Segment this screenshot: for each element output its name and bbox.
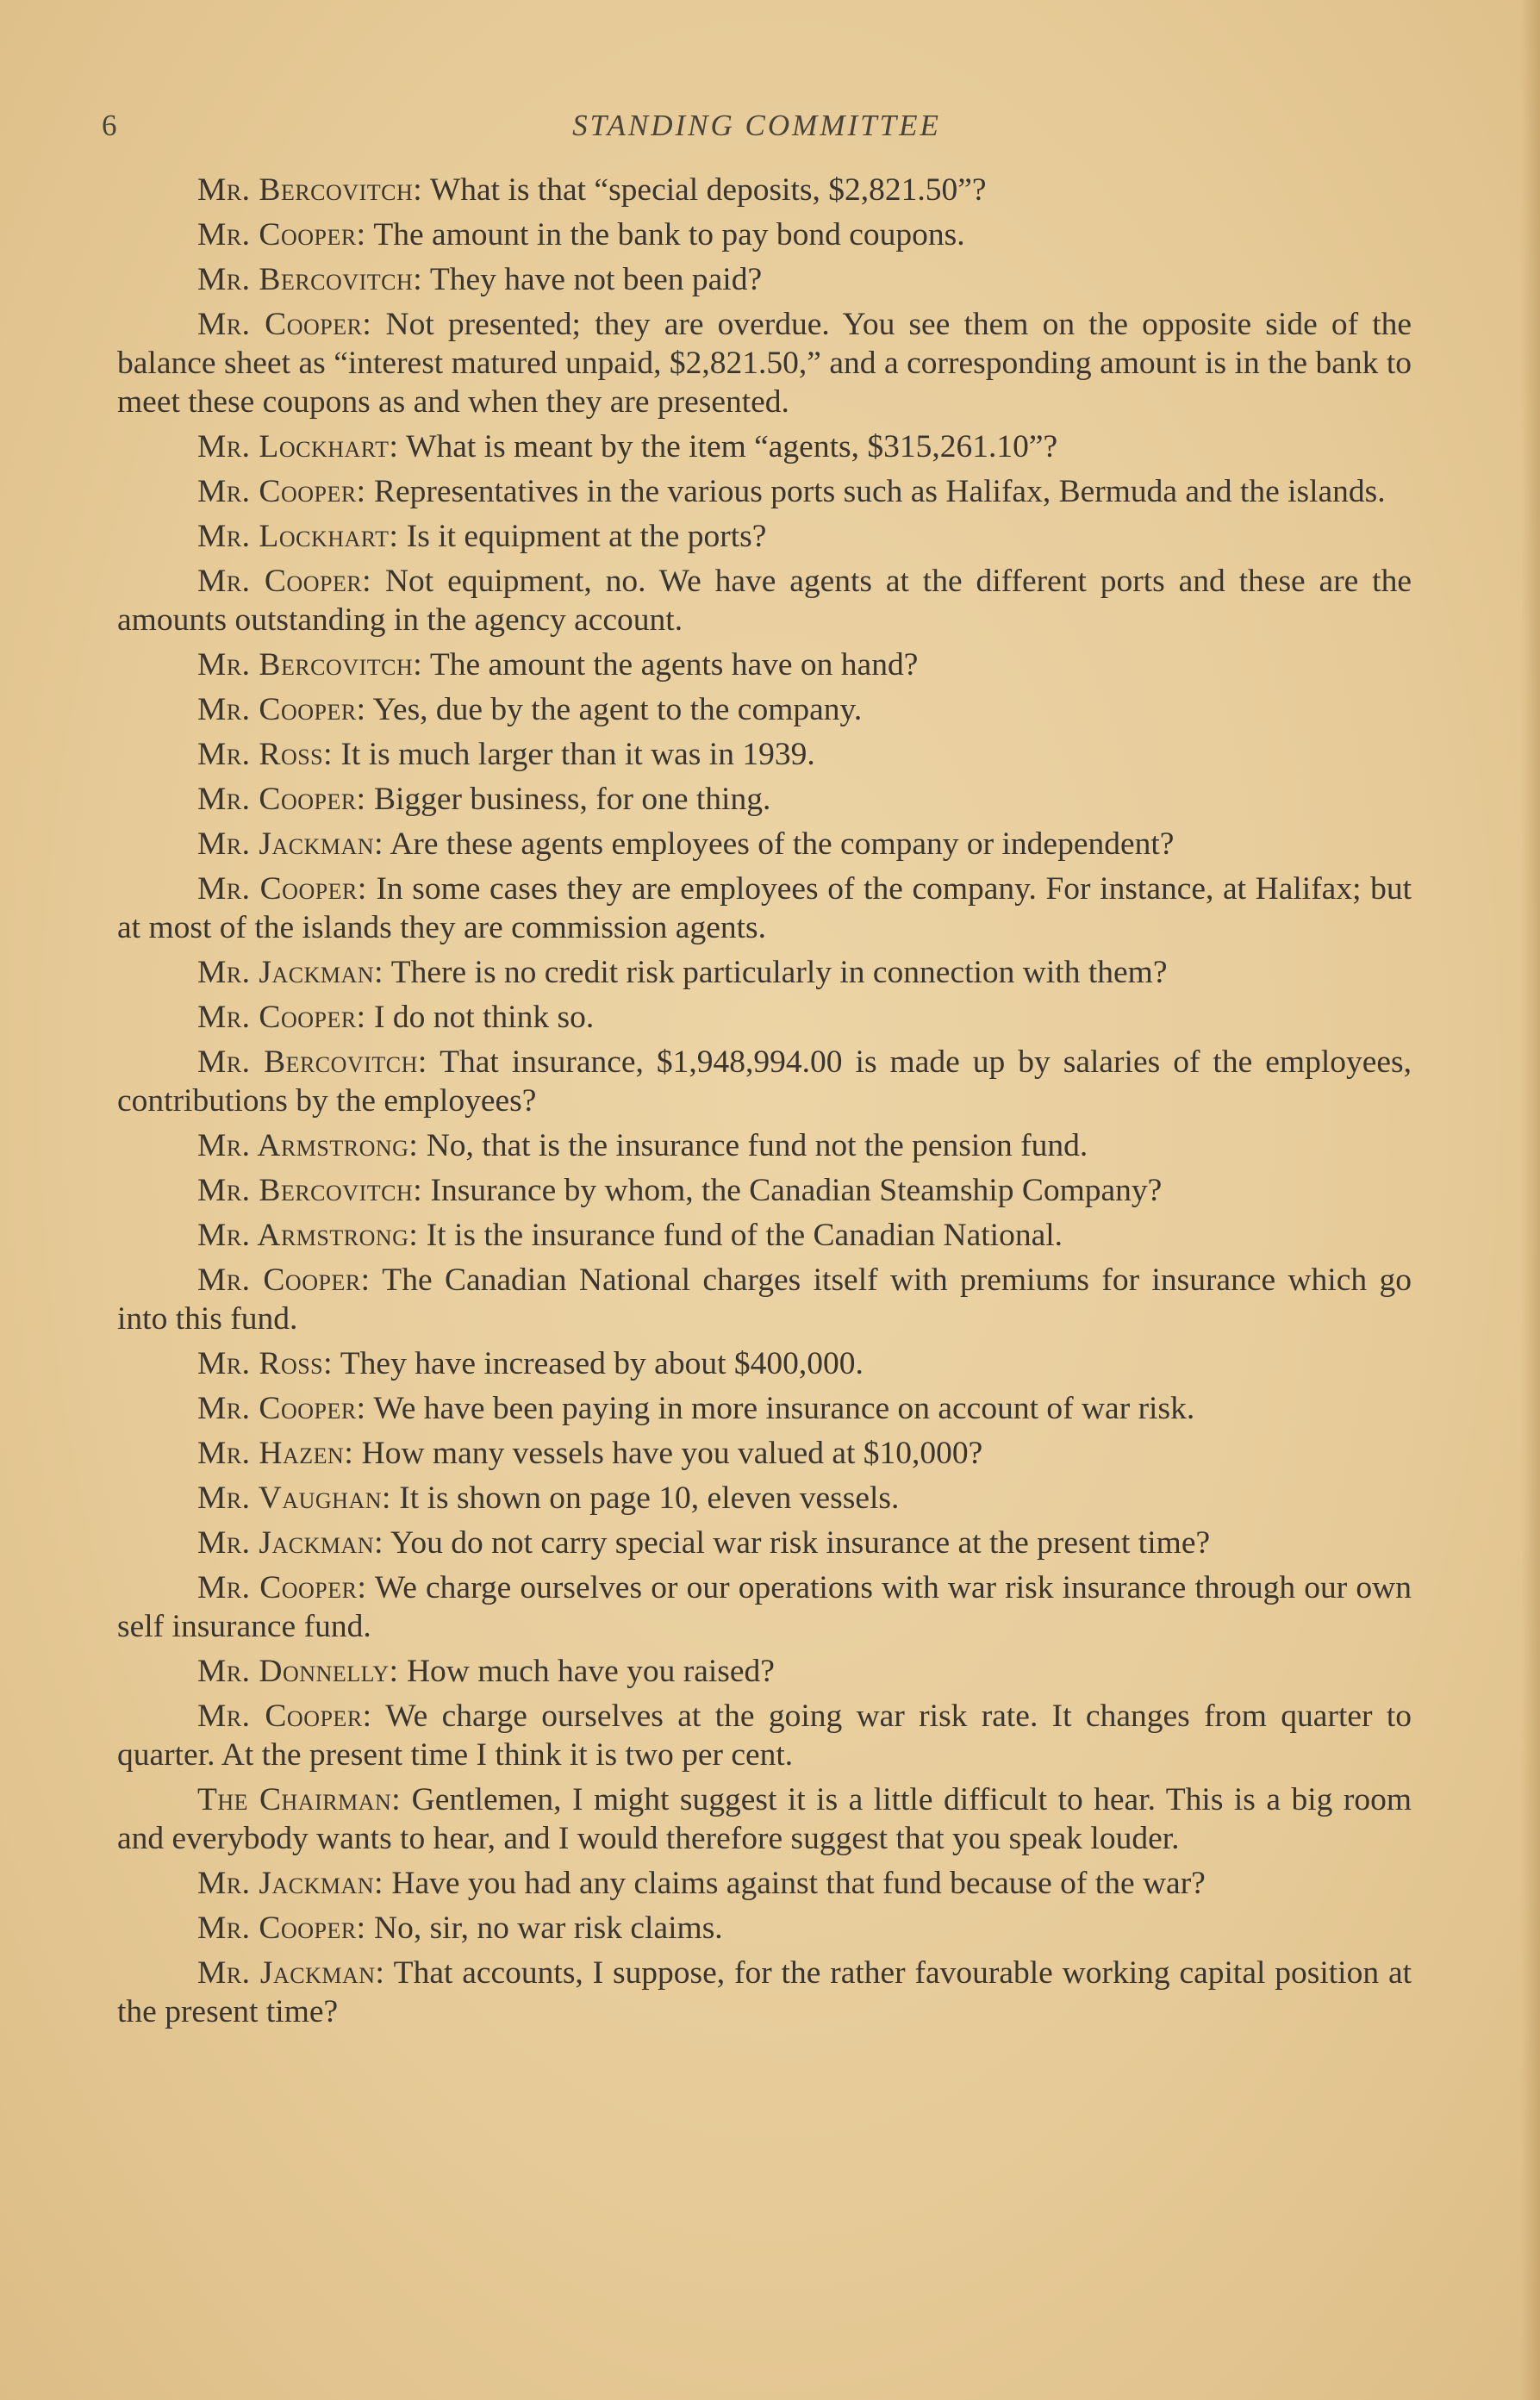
dialogue-paragraph	[117, 1434, 1412, 1473]
speech-text: They have increased by about $400,000.	[340, 1346, 864, 1381]
speaker-name: Mr. Cooper:	[197, 307, 372, 342]
dialogue-paragraph	[117, 1171, 1412, 1210]
dialogue-paragraph	[117, 1126, 1412, 1165]
speech-text: Gentlemen, I might suggest it is a little difficult to hear. This is a big room and everybody wants to hear, and I would therefore suggest that you speak louder.	[117, 1782, 1412, 1856]
speech-text: How much have you raised?	[406, 1654, 775, 1689]
speaker-name: The Chairman:	[197, 1782, 402, 1817]
speaker-name: Mr. Bercovitch:	[197, 647, 423, 683]
speech-text: We charge ourselves or our operations with war risk insurance through our own self insurance fund.	[117, 1570, 1412, 1644]
dialogue-paragraph	[117, 780, 1412, 819]
dialogue-paragraph	[117, 735, 1412, 774]
dialogue-paragraph	[117, 1216, 1412, 1255]
speech-text: We charge ourselves at the going war risk rate. It changes from quarter to quarter. At the present time I think it is two per cent.	[117, 1699, 1412, 1773]
speaker-name: Mr. Hazen:	[197, 1436, 354, 1471]
speaker-name: Mr. Jackman:	[197, 1866, 384, 1901]
speaker-name: Mr. Jackman:	[197, 826, 384, 862]
dialogue-paragraph	[117, 690, 1412, 729]
speech-text: Have you had any claims against that fund because of the war?	[391, 1866, 1206, 1901]
speech-text: Insurance by whom, the Canadian Steamship Company?	[430, 1173, 1163, 1208]
dialogue-paragraph	[117, 1864, 1412, 1903]
dialogue-paragraph	[117, 472, 1412, 511]
speaker-name: Mr. Cooper:	[197, 782, 366, 817]
speech-text: The Canadian National charges itself with premiums for insurance which go into this fund.	[117, 1262, 1412, 1337]
speaker-name: Mr. Ross:	[197, 1346, 334, 1381]
speech-text: Representatives in the various ports such as Halifax, Bermuda and the islands.	[373, 474, 1386, 509]
speech-text: I do not think so.	[373, 1000, 595, 1035]
dialogue-paragraph	[117, 1524, 1412, 1562]
speaker-name: Mr. Bercovitch:	[197, 1173, 423, 1208]
transcript-body	[117, 171, 1412, 2037]
speaker-name: Mr. Cooper:	[197, 1570, 367, 1605]
speaker-name: Mr. Cooper:	[197, 1262, 371, 1298]
speech-text: The amount the agents have on hand?	[429, 647, 919, 683]
speech-text: What is meant by the item “agents, $315,261.10”?	[406, 429, 1058, 464]
speech-text: We have been paying in more insurance on account of war risk.	[373, 1391, 1195, 1426]
dialogue-paragraph	[117, 215, 1412, 254]
dialogue-paragraph	[117, 1652, 1412, 1691]
dialogue-paragraph	[117, 645, 1412, 684]
page-edge-shadow	[1521, 0, 1540, 2400]
dialogue-paragraph	[117, 1954, 1412, 2031]
speaker-name: Mr. Cooper:	[197, 692, 366, 727]
speaker-name: Mr. Lockhart:	[197, 519, 399, 554]
speech-text: Are these agents employees of the company or independent?	[390, 826, 1175, 862]
speaker-name: Mr. Jackman:	[197, 955, 384, 990]
dialogue-paragraph	[117, 1043, 1412, 1120]
speech-text: Yes, due by the agent to the company.	[372, 692, 863, 727]
dialogue-paragraph	[117, 1909, 1412, 1948]
speaker-name: Mr. Jackman:	[197, 1955, 385, 1991]
speaker-name: Mr. Jackman:	[197, 1525, 384, 1561]
speaker-name: Mr. Cooper:	[197, 1391, 366, 1426]
dialogue-paragraph	[117, 260, 1412, 299]
speech-text: It is the insurance fund of the Canadian National.	[426, 1218, 1063, 1253]
speech-text: What is that “special deposits, $2,821.50”?	[429, 172, 987, 208]
speech-text: It is shown on page 10, eleven vessels.	[399, 1481, 900, 1516]
speech-text: That insurance, $1,948,994.00 is made up by salaries of the employees, contributions by the employees?	[117, 1044, 1412, 1119]
speaker-name: Mr. Cooper:	[197, 1699, 372, 1734]
speech-text: How many vessels have you valued at $10,000?	[361, 1436, 983, 1471]
speech-text: That accounts, I suppose, for the rather favourable working capital position at the present time?	[117, 1955, 1412, 2029]
speech-text: Bigger business, for one thing.	[373, 782, 771, 817]
page-number: 6	[102, 109, 117, 142]
speaker-name: Mr. Lockhart:	[197, 429, 399, 464]
speaker-name: Mr. Armstrong:	[197, 1218, 419, 1253]
dialogue-paragraph	[117, 1568, 1412, 1646]
speaker-name: Mr. Armstrong:	[197, 1128, 419, 1163]
speaker-name: Mr. Ross:	[197, 737, 334, 772]
dialogue-paragraph	[117, 562, 1412, 639]
speaker-name: Mr. Cooper:	[197, 474, 366, 509]
speaker-name: Mr. Bercovitch:	[197, 1044, 427, 1080]
dialogue-paragraph	[117, 1261, 1412, 1338]
speech-text: Not equipment, no. We have agents at the different ports and these are the amounts outstanding in the agency account.	[117, 564, 1412, 638]
speech-text: No, that is the insurance fund not the pension fund.	[426, 1128, 1088, 1163]
speech-text: Not presented; they are overdue. You see them on the opposite side of the balance sheet as “interest matured unpaid, $2,821.50,” and a corresponding amount is in the bank to meet these coupons as and when they are presented.	[117, 307, 1412, 420]
speaker-name: Mr. Cooper:	[197, 217, 366, 252]
speaker-name: Mr. Cooper:	[197, 871, 367, 907]
speech-text: There is no credit risk particularly in connection with them?	[390, 955, 1168, 990]
dialogue-paragraph	[117, 870, 1412, 947]
dialogue-paragraph	[117, 171, 1412, 209]
speaker-name: Mr. Vaughan:	[197, 1481, 391, 1516]
dialogue-paragraph	[117, 517, 1412, 556]
running-head: STANDING COMMITTEE	[572, 109, 941, 142]
speaker-name: Mr. Donnelly:	[197, 1654, 399, 1689]
dialogue-paragraph	[117, 1780, 1412, 1858]
dialogue-paragraph	[117, 825, 1412, 863]
speaker-name: Mr. Cooper:	[197, 1911, 366, 1946]
dialogue-paragraph	[117, 1479, 1412, 1518]
speaker-name: Mr. Cooper:	[197, 1000, 366, 1035]
dialogue-paragraph	[117, 305, 1412, 421]
page-header	[102, 102, 1412, 153]
dialogue-paragraph	[117, 953, 1412, 992]
speech-text: In some cases they are employees of the company. For instance, at Halifax; but at most of the islands they are commission agents.	[117, 871, 1412, 945]
speech-text: The amount in the bank to pay bond coupons.	[373, 217, 965, 252]
dialogue-paragraph	[117, 998, 1412, 1037]
speech-text: Is it equipment at the ports?	[406, 519, 767, 554]
speech-text: You do not carry special war risk insurance at the present time?	[390, 1525, 1211, 1561]
speech-text: No, sir, no war risk claims.	[373, 1911, 723, 1946]
dialogue-paragraph	[117, 1389, 1412, 1428]
dialogue-paragraph	[117, 1697, 1412, 1774]
speaker-name: Mr. Bercovitch:	[197, 262, 423, 297]
dialogue-paragraph	[117, 427, 1412, 466]
speaker-name: Mr. Cooper:	[197, 564, 372, 599]
speech-text: It is much larger than it was in 1939.	[340, 737, 815, 772]
dialogue-paragraph	[117, 1344, 1412, 1383]
speaker-name: Mr. Bercovitch:	[197, 172, 423, 208]
speech-text: They have not been paid?	[429, 262, 763, 297]
